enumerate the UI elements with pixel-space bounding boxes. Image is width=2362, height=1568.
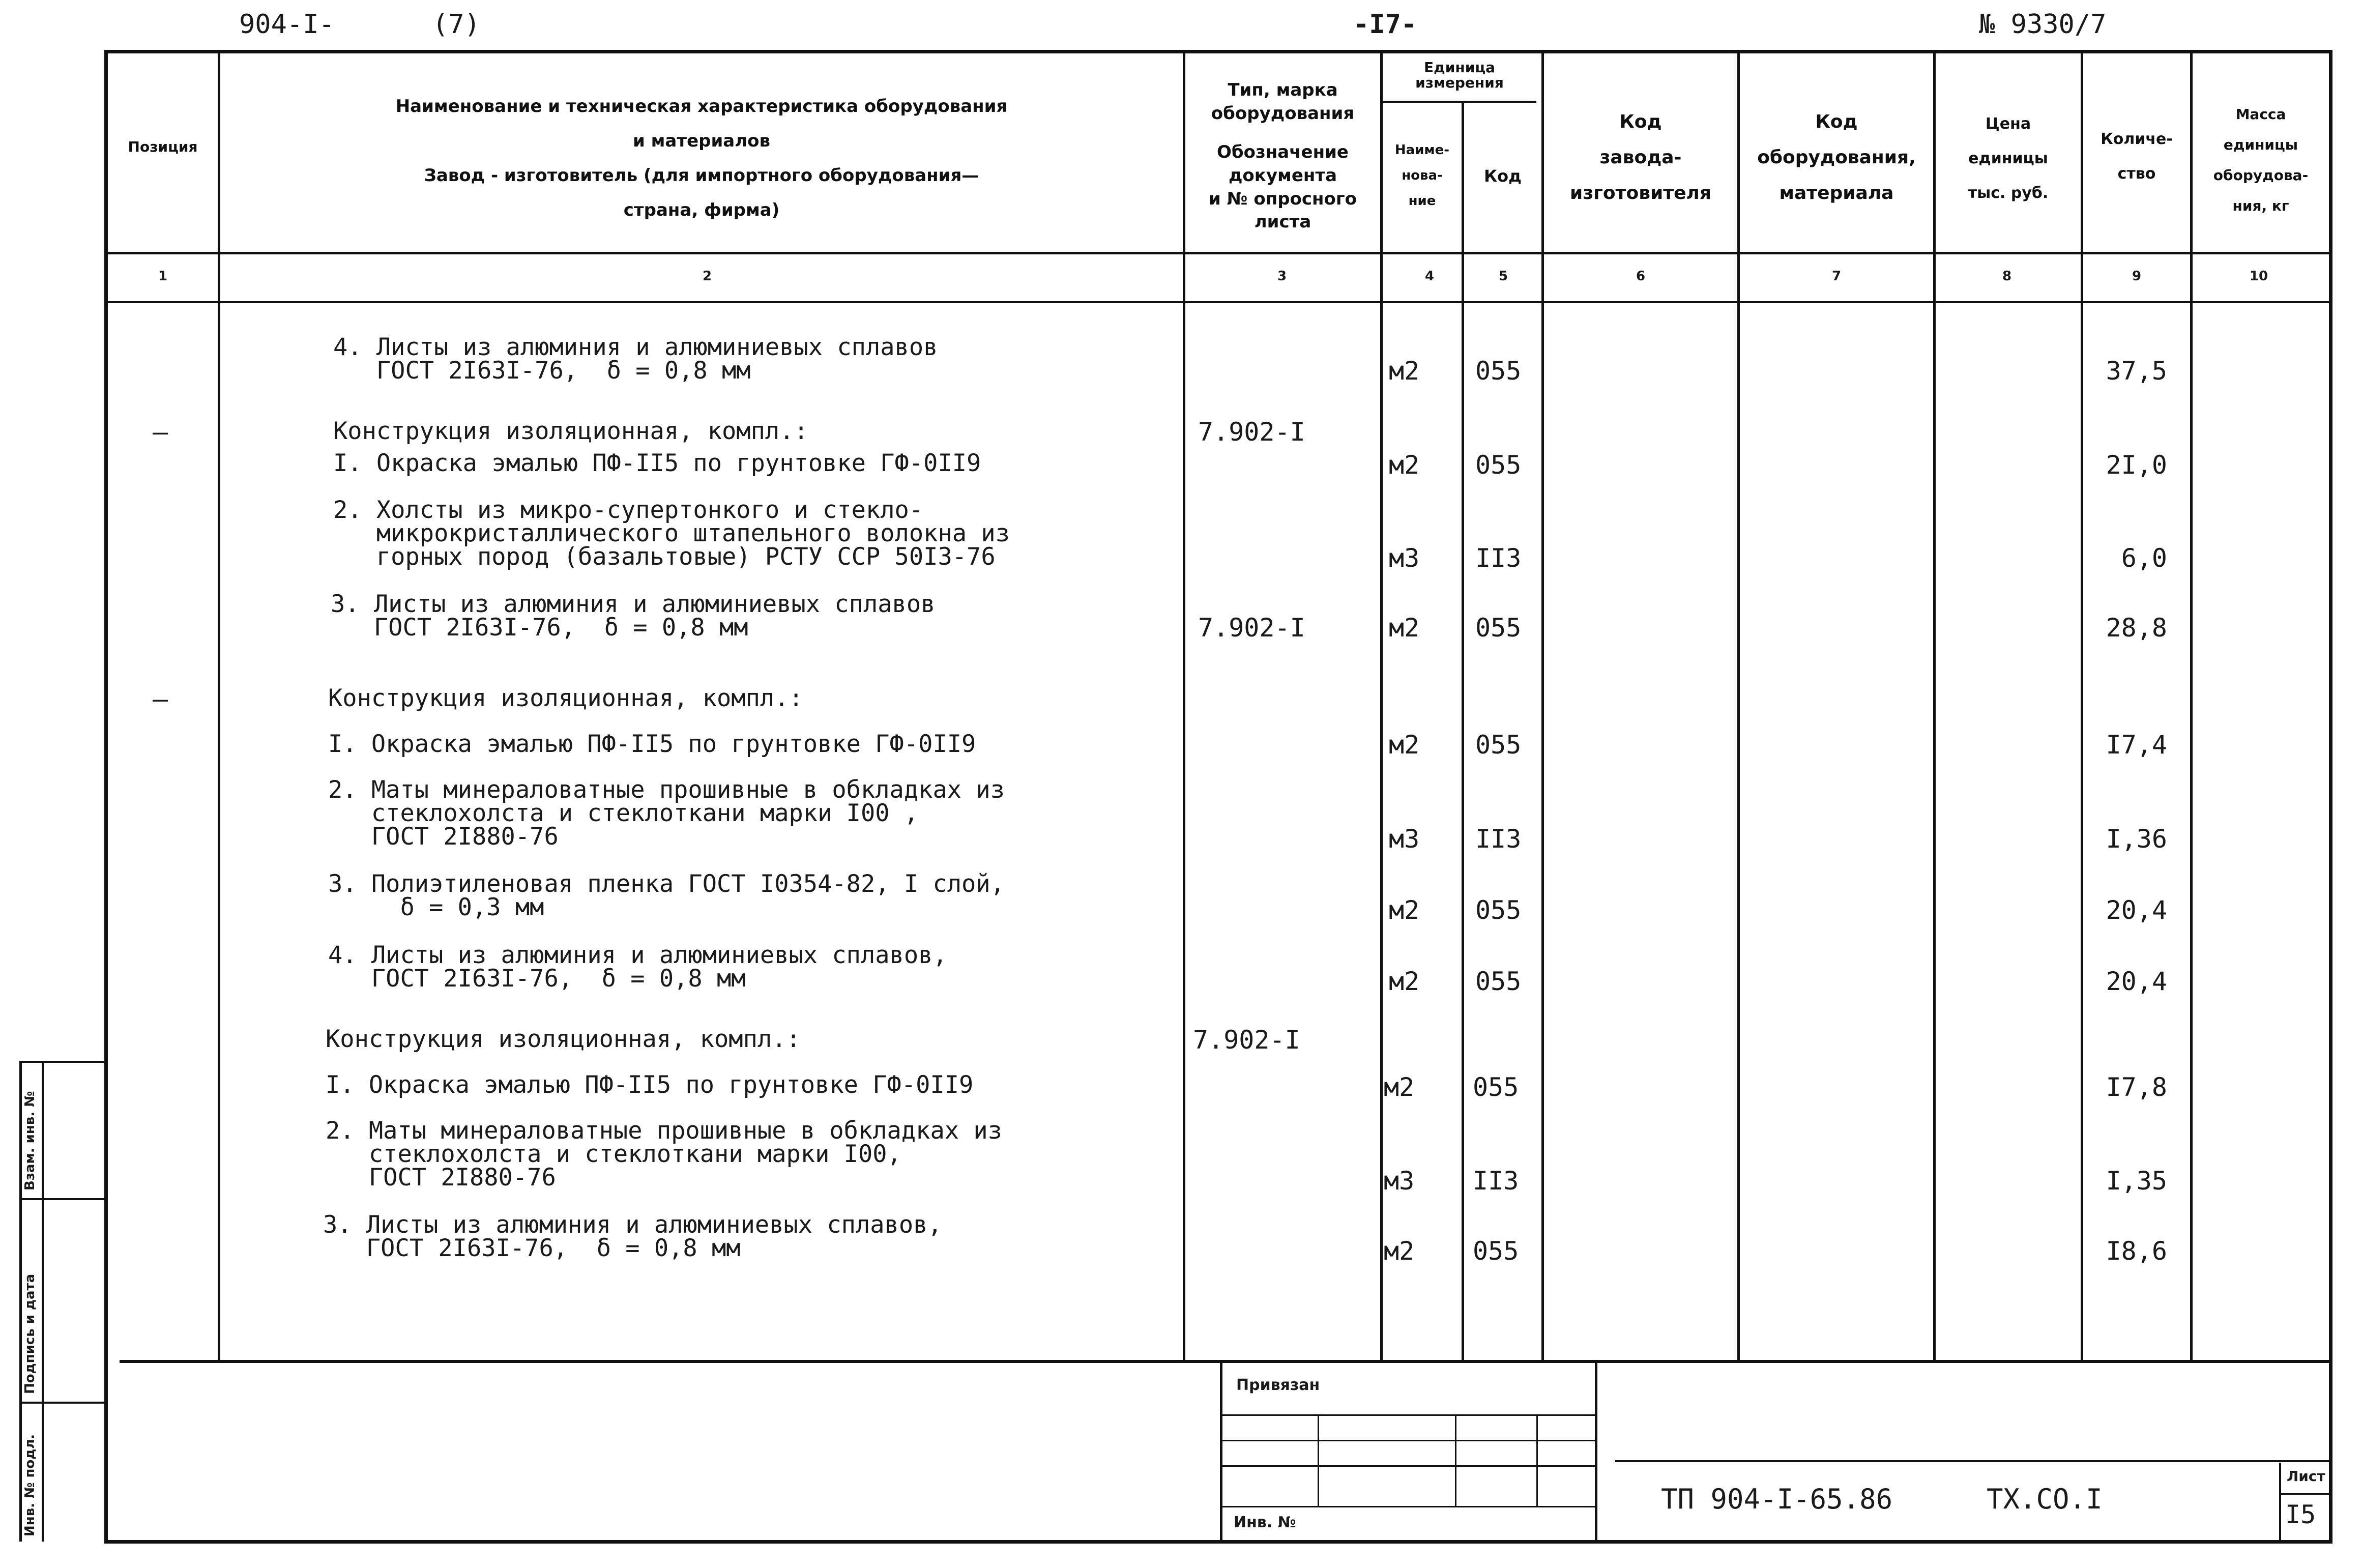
table-row-0-code: 055 [1475,356,1522,386]
col-line-5 [1541,50,1544,1362]
table-row-9-qty: 20,4 [2106,967,2167,996]
table-row-4-text: 3. Листы из алюминия и алюминиевых сплавов ГОСТ 2I63I-76, δ = 0,8 мм [331,590,936,642]
table-row-6-qty: I7,4 [2106,730,2167,760]
header-unit: Единица измерения [1415,59,1504,91]
page-number: -I7- [1353,9,1417,40]
side-stamp-top [19,1061,104,1063]
footer-linked-left [1220,1363,1222,1541]
table-row-3-text: 2. Холсты из микро-супертонкого и стекло- микрокристаллического штапельного волокна из горных пород (базальтовые) РСТУ ССР 50I3-76 [333,496,1010,571]
frame-top [104,50,2332,53]
header-type: Тип, марка оборудования Обозначение документа и № опросного листа [1208,80,1357,233]
sheet-label: Лист [2287,1468,2325,1485]
table-row-6-unit: м2 [1389,730,1420,760]
header-material-code: Код оборудования, материала [1757,111,1916,204]
colnum-10: 10 [2249,269,2268,284]
table-row-5-text: Конструкция изоляционная, компл.: [328,684,803,712]
table-row-13-code: 055 [1473,1236,1519,1266]
unit-divider [1381,101,1536,103]
table-row-7-text: 2. Маты минераловатные прошивные в обкладках из стеклохолста и стеклоткани марки I00 , ГОСТ 2I880-76 [328,776,1005,851]
table-row-12-unit: м3 [1384,1166,1415,1196]
table-row-8-qty: 20,4 [2106,895,2167,925]
table-row-13-unit: м2 [1384,1236,1415,1266]
col-line-3 [1380,50,1383,1362]
table-row-1-doc: 7.902-I [1198,417,1305,447]
document-number: № 9330/7 [1979,9,2107,40]
table-row-6-code: 055 [1475,730,1522,760]
designation: ТП 904-I-65.86 [1661,1483,1893,1515]
table-row-8-unit: м2 [1389,895,1420,925]
header-factory-code: Код завода- изготовителя [1569,111,1712,204]
table-row-0-unit: м2 [1389,356,1420,386]
side-stamp-left [19,1061,22,1542]
table-row-8-text: 3. Полиэтиленовая пленка ГОСТ I0354-82, I слой, δ = 0,3 мм [328,870,1005,921]
colnum-6: 6 [1636,269,1646,284]
colnum-8: 8 [2002,269,2012,284]
table-row-7-qty: I,36 [2106,824,2167,854]
table-row-3-code: II3 [1475,543,1522,573]
frame-bottom [104,1540,2332,1544]
table-row-4-code: 055 [1475,613,1522,643]
col-line-4 [1462,102,1464,1362]
colnum-3: 3 [1277,269,1287,284]
side-stamp-mid [42,1061,44,1542]
sheet-box-divider [2279,1493,2329,1495]
linked-label: Привязан [1236,1376,1320,1394]
side-label-replace-inv: Взам. инв. № [22,1091,38,1190]
side-stamp-sep-2 [19,1402,104,1404]
table-row-1-pos: – [153,417,168,447]
side-label-signature-date: Подпись и дата [22,1273,38,1394]
table-row-9-code: 055 [1475,967,1522,996]
frame-right [2329,50,2332,1544]
col-line-2 [1183,50,1185,1362]
table-row-3-unit: м3 [1389,543,1420,573]
header-quantity: Количе- ство [2101,130,2173,183]
colnum-5: 5 [1498,269,1508,284]
table-row-0-qty: 37,5 [2106,356,2167,386]
colnum-4: 4 [1424,269,1435,284]
table-row-7-unit: м3 [1389,824,1420,854]
side-label-inv-original: Инв. № подл. [22,1434,38,1536]
header-name: Наименование и техническая характеристика оборудования и материалов Завод - изготовитель (для импортного оборудования— страна, фирма) [395,96,1008,220]
side-stamp-sep-1 [19,1198,104,1200]
header-unit-name: Наиме- нова- ние [1394,142,1450,209]
table-row-2-text: I. Окраска эмалью ПФ-II5 по грунтовке ГФ-0II9 [333,449,981,477]
table-row-4-unit: м2 [1389,613,1420,643]
col-line-1 [218,50,220,1362]
table-row-11-code: 055 [1473,1072,1519,1102]
sheet-box-left [2279,1463,2281,1540]
table-row-12-text: 2. Маты минераловатные прошивные в обкладках из стеклохолста и стеклоткани марки I00, ГОСТ 2I880-76 [326,1117,1002,1192]
table-row-9-unit: м2 [1389,967,1420,996]
colnum-1: 1 [158,269,168,284]
table-row-12-code: II3 [1473,1166,1519,1196]
table-row-9-text: 4. Листы из алюминия и алюминиевых сплавов, ГОСТ 2I63I-76, δ = 0,8 мм [328,941,947,993]
table-row-13-qty: I8,6 [2106,1236,2167,1266]
table-row-10-text: Конструкция изоляционная, компл.: [326,1025,801,1053]
table-row-11-unit: м2 [1384,1072,1415,1102]
linked-row-2 [1222,1440,1595,1441]
table-row-2-code: 055 [1475,450,1522,480]
linked-col-2 [1455,1414,1456,1506]
header-mass: Масса единицы оборудова- ния, кг [2213,106,2309,214]
table-row-3-qty: 6,0 [2121,543,2167,573]
colnum-divider [104,301,2332,303]
table-row-11-text: I. Окраска эмалью ПФ-II5 по грунтовке ГФ-0II9 [326,1071,974,1099]
col-line-6 [1737,50,1740,1362]
stamp-line [1615,1460,2329,1462]
table-row-1-text: Конструкция изоляционная, компл.: [333,417,808,445]
linked-row-1 [1222,1414,1595,1416]
table-row-6-text: I. Окраска эмалью ПФ-II5 по грунтовке ГФ-0II9 [328,730,976,758]
header-unit-code: Код [1484,166,1522,186]
table-row-7-code: II3 [1475,824,1522,854]
col-line-8 [2081,50,2083,1362]
inv-label: Инв. № [1234,1514,1296,1531]
colnum-7: 7 [1831,269,1842,284]
col-line-9 [2190,50,2193,1362]
table-row-0-text: 4. Листы из алюминия и алюминиевых сплавов ГОСТ 2I63I-76, δ = 0,8 мм [333,333,938,385]
col-line-7 [1933,50,1936,1362]
table-row-4-qty: 28,8 [2106,613,2167,643]
linked-row-3 [1222,1465,1595,1467]
sheet-number: I5 [2285,1500,2316,1529]
header-price: Цена единицы тыс. руб. [1968,115,2049,202]
frame-left [104,50,108,1544]
table-row-2-unit: м2 [1389,450,1420,480]
table-row-2-qty: 2I,0 [2106,450,2167,480]
linked-col-1 [1318,1414,1319,1506]
table-row-5-pos: – [153,684,168,714]
table-row-13-text: 3. Листы из алюминия и алюминиевых сплавов, ГОСТ 2I63I-76, δ = 0,8 мм [323,1211,942,1262]
linked-row-4 [1222,1506,1595,1507]
table-row-11-qty: I7,8 [2106,1072,2167,1102]
table-row-8-code: 055 [1475,895,1522,925]
table-row-4-doc: 7.902-I [1198,613,1305,643]
header-position: Позиция [128,138,198,155]
table-row-12-qty: I,35 [2106,1166,2167,1196]
footer-linked-right [1595,1363,1597,1541]
header-divider [104,252,2332,254]
part-label: (7) [432,9,480,40]
series-label: 904-I- [239,9,335,40]
footer-top-line [120,1360,2329,1363]
colnum-9: 9 [2132,269,2142,284]
table-row-10-doc: 7.902-I [1193,1025,1300,1055]
section-code: ТХ.СО.I [1987,1483,2103,1515]
linked-col-3 [1536,1414,1538,1506]
colnum-2: 2 [702,269,712,284]
